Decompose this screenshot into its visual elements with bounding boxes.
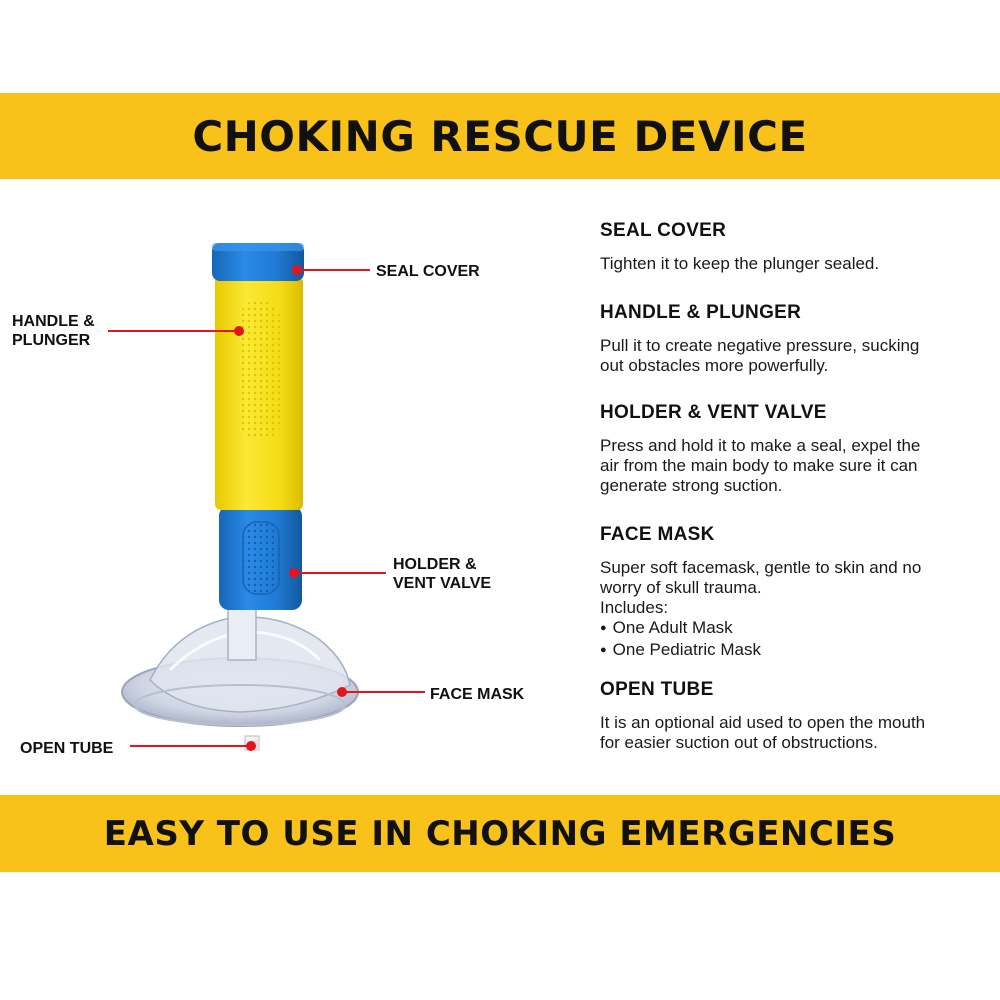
holder-line [296,572,386,574]
section-heading: OPEN TUBE [600,679,714,700]
page-title: CHOKING RESCUE DEVICE [192,111,808,161]
face-mask-callout: FACE MASK [430,686,525,703]
section-heading: FACE MASK [600,524,715,545]
face-mask-line [345,691,425,693]
section-text: air from the main body to make sure it can [600,456,918,475]
section-text: Tighten it to keep the plunger sealed. [600,254,880,273]
info-handle-plunger [600,302,995,376]
info-seal-cover [600,220,995,274]
tagline-banner [0,795,1000,872]
holder-vent-callout: HOLDER & VENT VALVE [393,556,492,592]
handle-grip [240,300,280,440]
section-heading: SEAL COVER [600,220,727,241]
info-holder-vent [600,402,995,496]
open-tube-marker [246,741,256,751]
list-item: ● One Pediatric Mask [600,640,995,662]
info-face-mask [600,524,995,662]
section-text: worry of skull trauma. [600,578,762,597]
handle-marker [234,326,244,336]
seal-cover-line [300,269,370,271]
seal-cover-callout: SEAL COVER [376,263,480,280]
open-tube-callout: OPEN TUBE [20,740,114,757]
includes-list [600,618,995,662]
info-open-tube [600,679,995,753]
section-heading: HANDLE & PLUNGER [600,302,802,323]
section-text: Press and hold it to make a seal, expel the [600,436,921,455]
list-item: ● One Adult Mask [600,618,995,640]
section-text: out obstacles more powerfully. [600,356,829,375]
open-tube-line [130,745,250,747]
section-text: for easier suction out of obstructions. [600,733,878,752]
tagline: EASY TO USE IN CHOKING EMERGENCIES [103,813,897,854]
section-text: Pull it to create negative pressure, sucking [600,336,920,355]
handle-line [108,330,238,332]
section-text: Includes: [600,598,669,617]
section-heading: HOLDER & VENT VALVE [600,402,827,423]
section-text: Super soft facemask, gentle to skin and no [600,558,922,577]
section-text: generate strong suction. [600,476,783,495]
holder-grip [243,522,279,594]
handle-plunger-callout: HANDLE & PLUNGER [12,313,95,349]
section-text: It is an optional aid used to open the mouth [600,713,926,732]
